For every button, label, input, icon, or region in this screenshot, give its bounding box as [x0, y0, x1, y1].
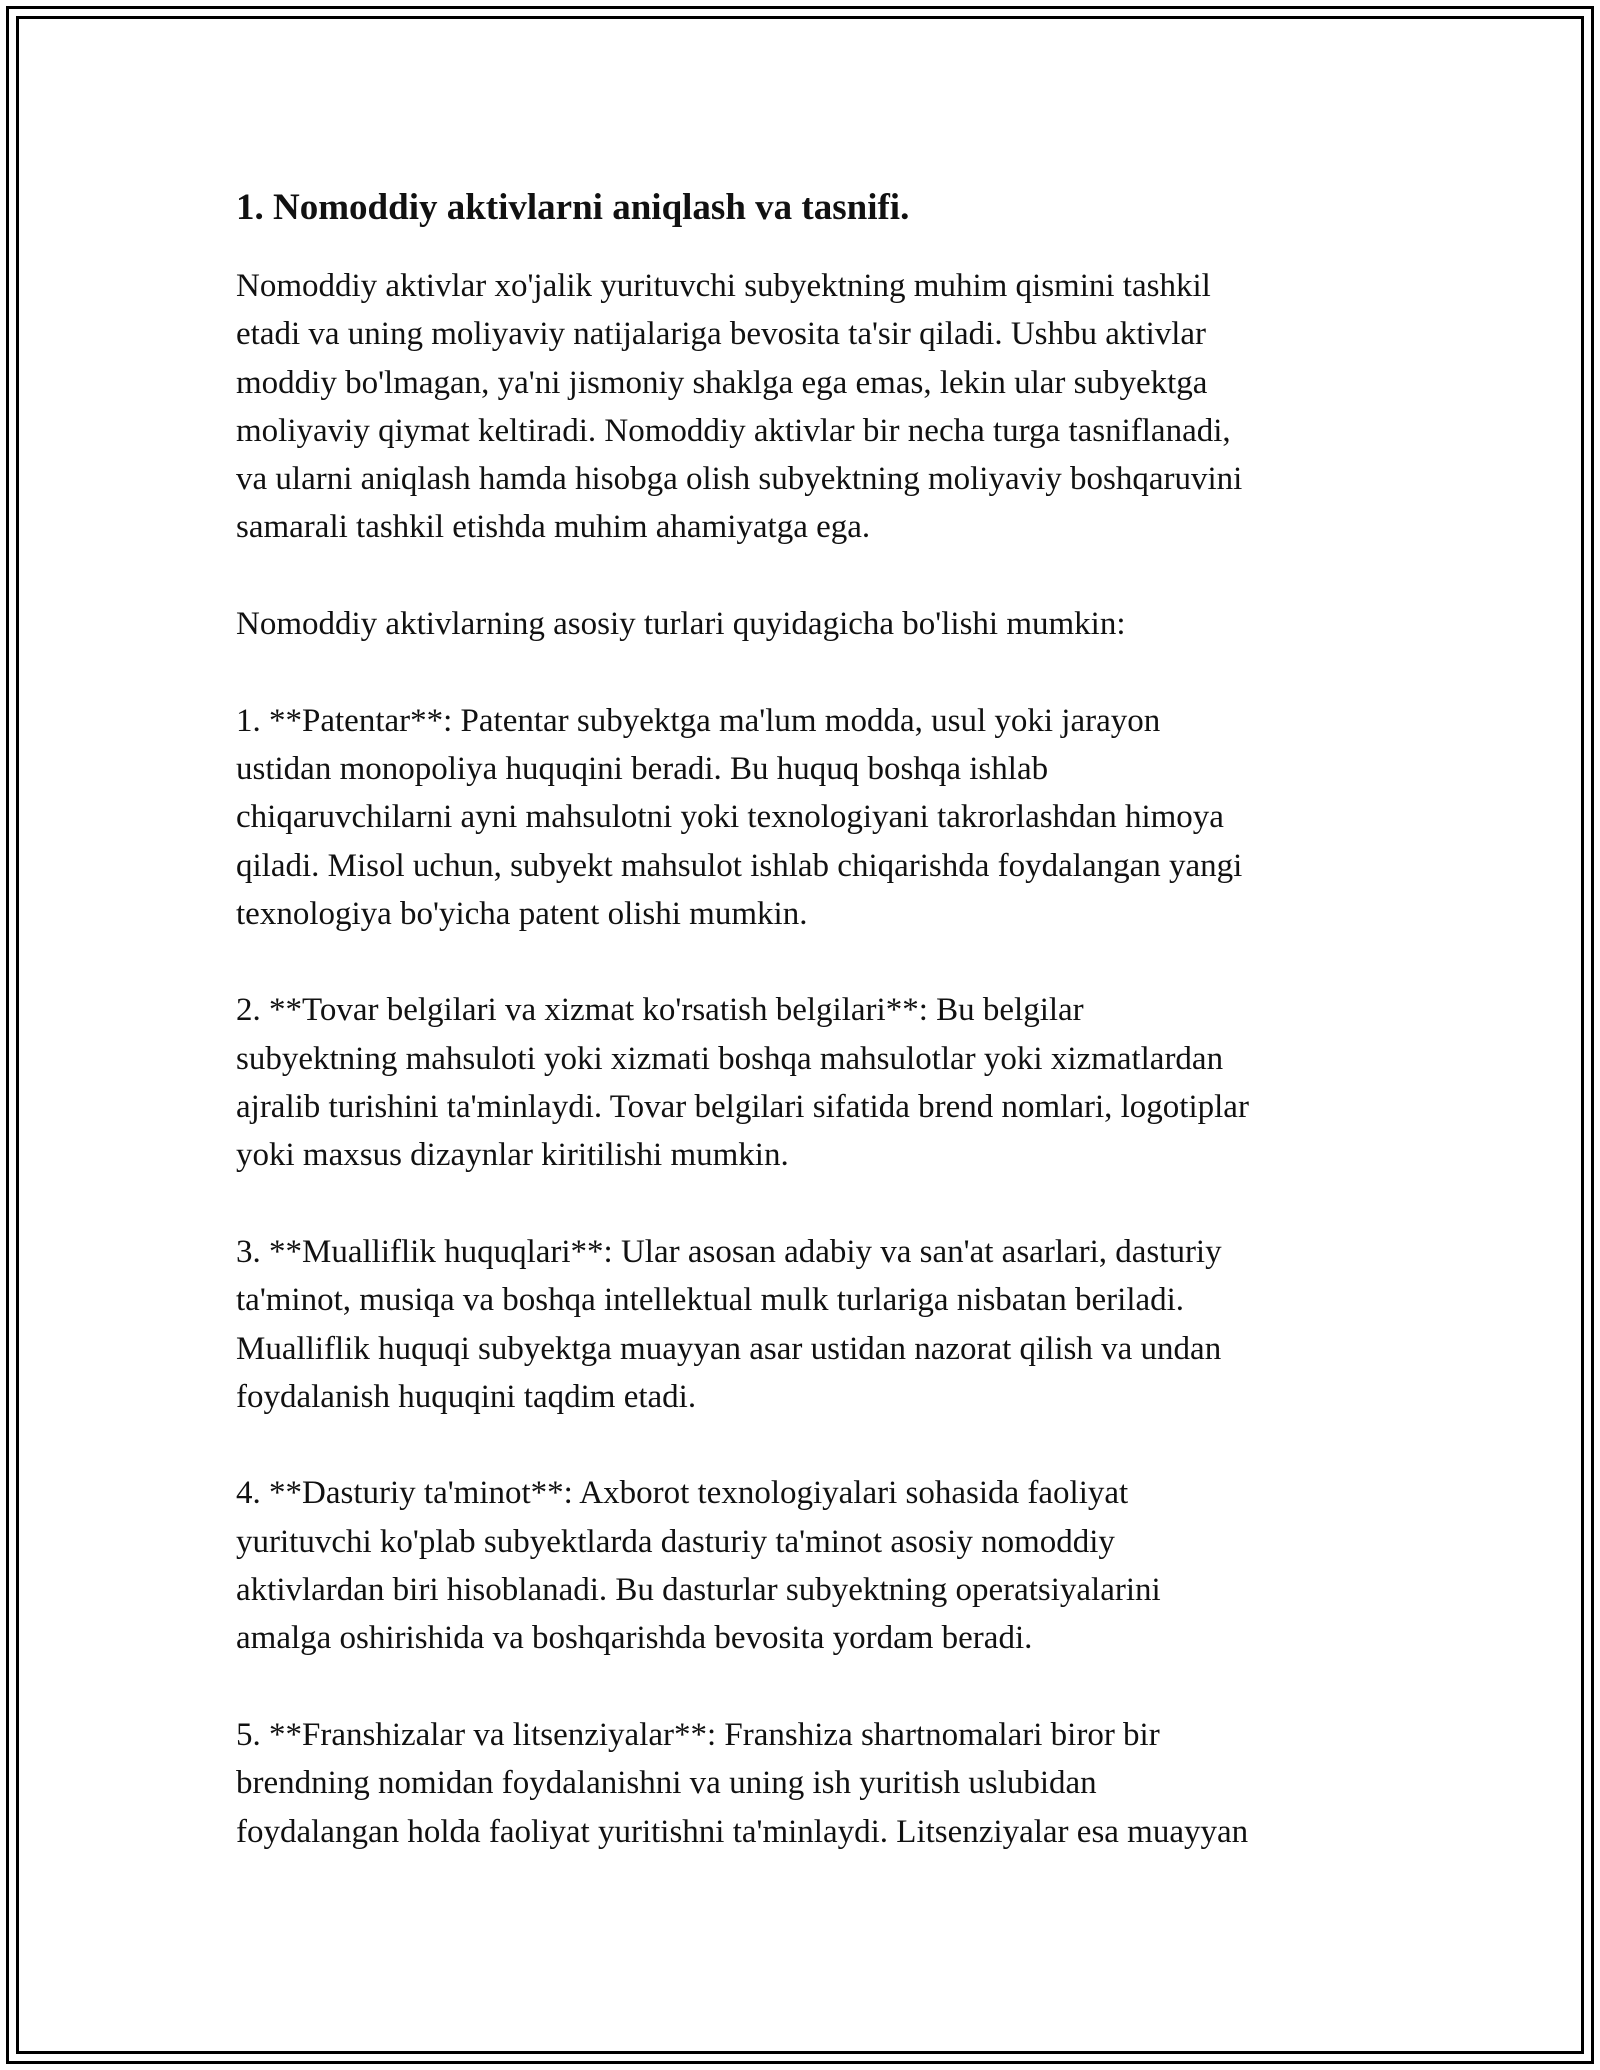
document-body — [236, 184, 1376, 1856]
list-item-trademarks — [236, 986, 1376, 1179]
text-line: amalga oshirishida va boshqarishda bevosita yordam beradi. — [236, 1620, 1033, 1657]
paragraph-spacer — [236, 1180, 1376, 1228]
text-line: yoki maxsus dizaynlar kiritilishi mumkin. — [236, 1137, 789, 1174]
text-line: moddiy bo'lmagan, ya'ni jismoniy shaklga ega emas, lekin ular subyektga — [236, 364, 1208, 401]
text-line: 2. **Tovar belgilari va xizmat ko'rsatish belgilari**: Bu belgilar — [236, 992, 1084, 1029]
text-line: foydalangan holda faoliyat yuritishni ta'minlaydi. Litsenziyalar esa muayyan — [236, 1813, 1249, 1850]
text-line: ta'minot, musiqa va boshqa intellektual mulk turlariga nisbatan beriladi. — [236, 1282, 1185, 1319]
text-line: moliyaviy qiymat keltiradi. Nomoddiy aktivlar bir necha turga tasniflanadi, — [236, 412, 1231, 449]
section-heading: 1. Nomoddiy aktivlarni aniqlash va tasnifi. — [236, 187, 910, 228]
text-line: 1. **Patentar**: Patentar subyektga ma'lum modda, usul yoki jarayon — [236, 702, 1161, 739]
text-line: Mualliflik huquqi subyektga muayyan asar ustidan nazorat qilish va undan — [236, 1330, 1222, 1367]
text-line: yurituvchi ko'plab subyektlarda dasturiy ta'minot asosiy nomoddiy — [236, 1523, 1115, 1560]
paragraph-types-intro — [236, 600, 1376, 648]
text-line: texnologiya bo'yicha patent olishi mumkin. — [236, 895, 808, 932]
text-line: 4. **Dasturiy ta'minot**: Axborot texnologiyalari sohasida faoliyat — [236, 1475, 1129, 1512]
text-line: subyektning mahsuloti yoki xizmati boshqa mahsulotlar yoki xizmatlardan — [236, 1040, 1224, 1077]
list-item-patents — [236, 697, 1376, 938]
text-line: aktivlardan biri hisoblanadi. Bu dasturlar subyektning operatsiyalarini — [236, 1572, 1161, 1609]
paragraph-intro — [236, 262, 1376, 552]
text-line: foydalanish huquqini taqdim etadi. — [236, 1378, 697, 1415]
text-line: 3. **Mualliflik huquqlari**: Ular asosan adabiy va san'at asarlari, dasturiy — [236, 1233, 1222, 1270]
paragraph-spacer — [236, 648, 1376, 696]
list-item-copyrights — [236, 1228, 1376, 1421]
text-line: va ularni aniqlash hamda hisobga olish subyektning moliyaviy boshqaruvini — [236, 461, 1243, 498]
text-line: Nomoddiy aktivlarning asosiy turlari quyidagicha bo'lishi mumkin: — [236, 606, 1126, 643]
text-line: chiqaruvchilarni ayni mahsulotni yoki texnologiyani takrorlashdan himoya — [236, 799, 1224, 836]
text-line: Nomoddiy aktivlar xo'jalik yurituvchi subyektning muhim qismini tashkil — [236, 268, 1211, 304]
list-item-franchises — [236, 1711, 1376, 1856]
text-line: ajralib turishini ta'minlaydi. Tovar belgilari sifatida brend nomlari, logotiplar — [236, 1089, 1249, 1126]
text-line: brendning nomidan foydalanishni va uning ish yuritish uslubidan — [236, 1765, 1097, 1802]
text-line: samarali tashkil etishda muhim ahamiyatga ega. — [236, 509, 871, 546]
paragraph-spacer — [236, 552, 1376, 600]
text-line: 5. **Franshizalar va litsenziyalar**: Franshiza shartnomalari biror bir — [236, 1716, 1160, 1753]
paragraph-spacer — [236, 938, 1376, 986]
list-item-software — [236, 1469, 1376, 1662]
paragraph-spacer — [236, 1663, 1376, 1711]
text-line: etadi va uning moliyaviy natijalariga bevosita ta'sir qiladi. Ushbu aktivlar — [236, 316, 1207, 353]
text-line: qiladi. Misol uchun, subyekt mahsulot ishlab chiqarishda foydalangan yangi — [236, 847, 1243, 884]
paragraph-spacer — [236, 1421, 1376, 1469]
text-line: ustidan monopoliya huquqini beradi. Bu huquq boshqa ishlab — [236, 750, 1049, 787]
